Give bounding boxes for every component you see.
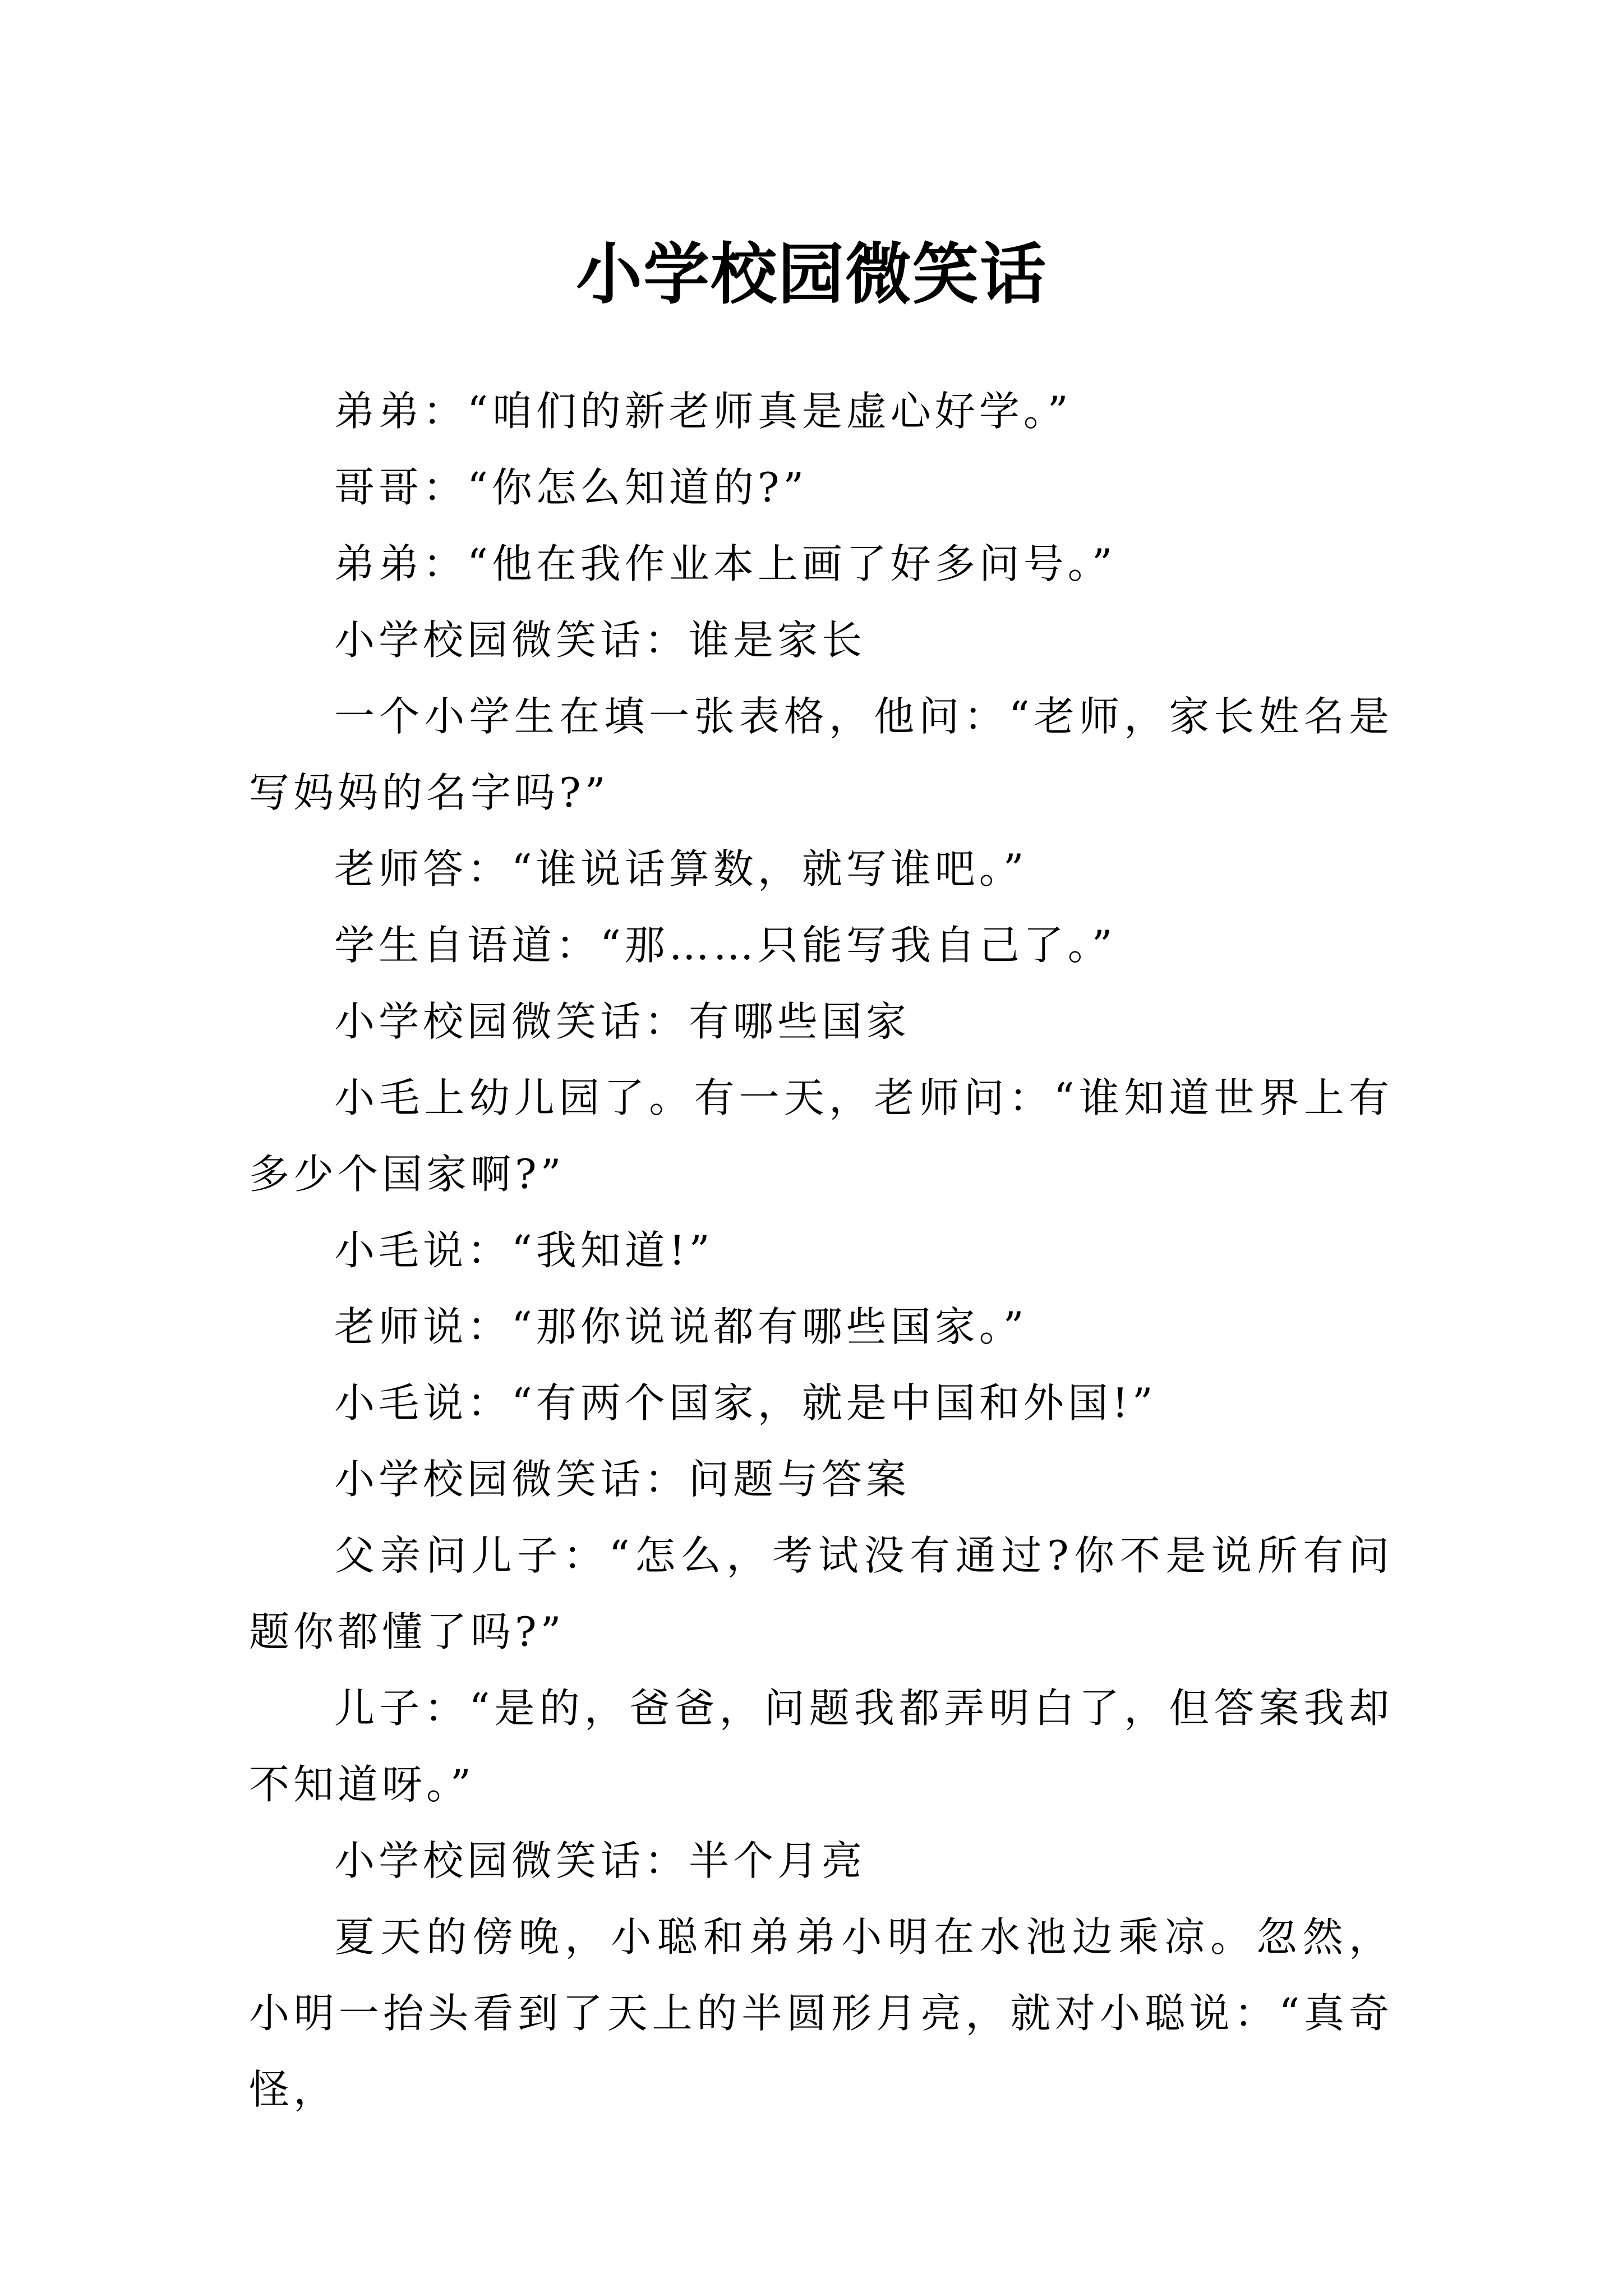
paragraph: 儿子：“是的，爸爸，问题我都弄明白了，但答案我却不知道呀。”: [249, 1685, 1393, 1808]
paragraph: 一个小学生在填一张表格，他问：“老师，家长姓名是写妈妈的名字吗?”: [249, 693, 1393, 816]
paragraph: 哥哥：“你怎么知道的?”: [334, 464, 808, 511]
document-body: [249, 373, 1393, 2128]
paragraph: 小毛说：“有两个国家，就是中国和外国!”: [334, 1379, 1157, 1427]
paragraph: 老师说：“那你说说都有哪些国家。”: [334, 1303, 1028, 1350]
paragraph: 学生自语道：“那……只能写我自己了。”: [334, 922, 1117, 969]
document-title: 小学校园微笑话: [575, 235, 1047, 314]
paragraph: 夏天的傍晚，小聪和弟弟小明在水池边乘凉。忽然，小明一抬头看到了天上的半圆形月亮，就对小聪说：“真奇怪，: [249, 1913, 1393, 2113]
section-heading: 小学校园微笑话：半个月亮: [334, 1837, 866, 1884]
paragraph: 小毛上幼儿园了。有一天，老师问：“谁知道世界上有多少个国家啊?”: [249, 1074, 1393, 1198]
paragraph: 父亲问儿子：“怎么，考试没有通过?你不是说所有问题你都懂了吗?”: [249, 1532, 1393, 1655]
paragraph: 小毛说：“我知道!”: [334, 1227, 714, 1274]
paragraph: 弟弟：“咱们的新老师真是虚心好学。”: [334, 388, 1072, 435]
section-heading: 小学校园微笑话：问题与答案: [334, 1456, 911, 1503]
paragraph: 弟弟：“他在我作业本上画了好多问号。”: [334, 540, 1117, 587]
paragraph: 老师答：“谁说话算数，就写谁吧。”: [334, 845, 1028, 892]
section-heading: 小学校园微笑话：有哪些国家: [334, 998, 911, 1045]
section-heading: 小学校园微笑话：谁是家长: [334, 616, 866, 664]
